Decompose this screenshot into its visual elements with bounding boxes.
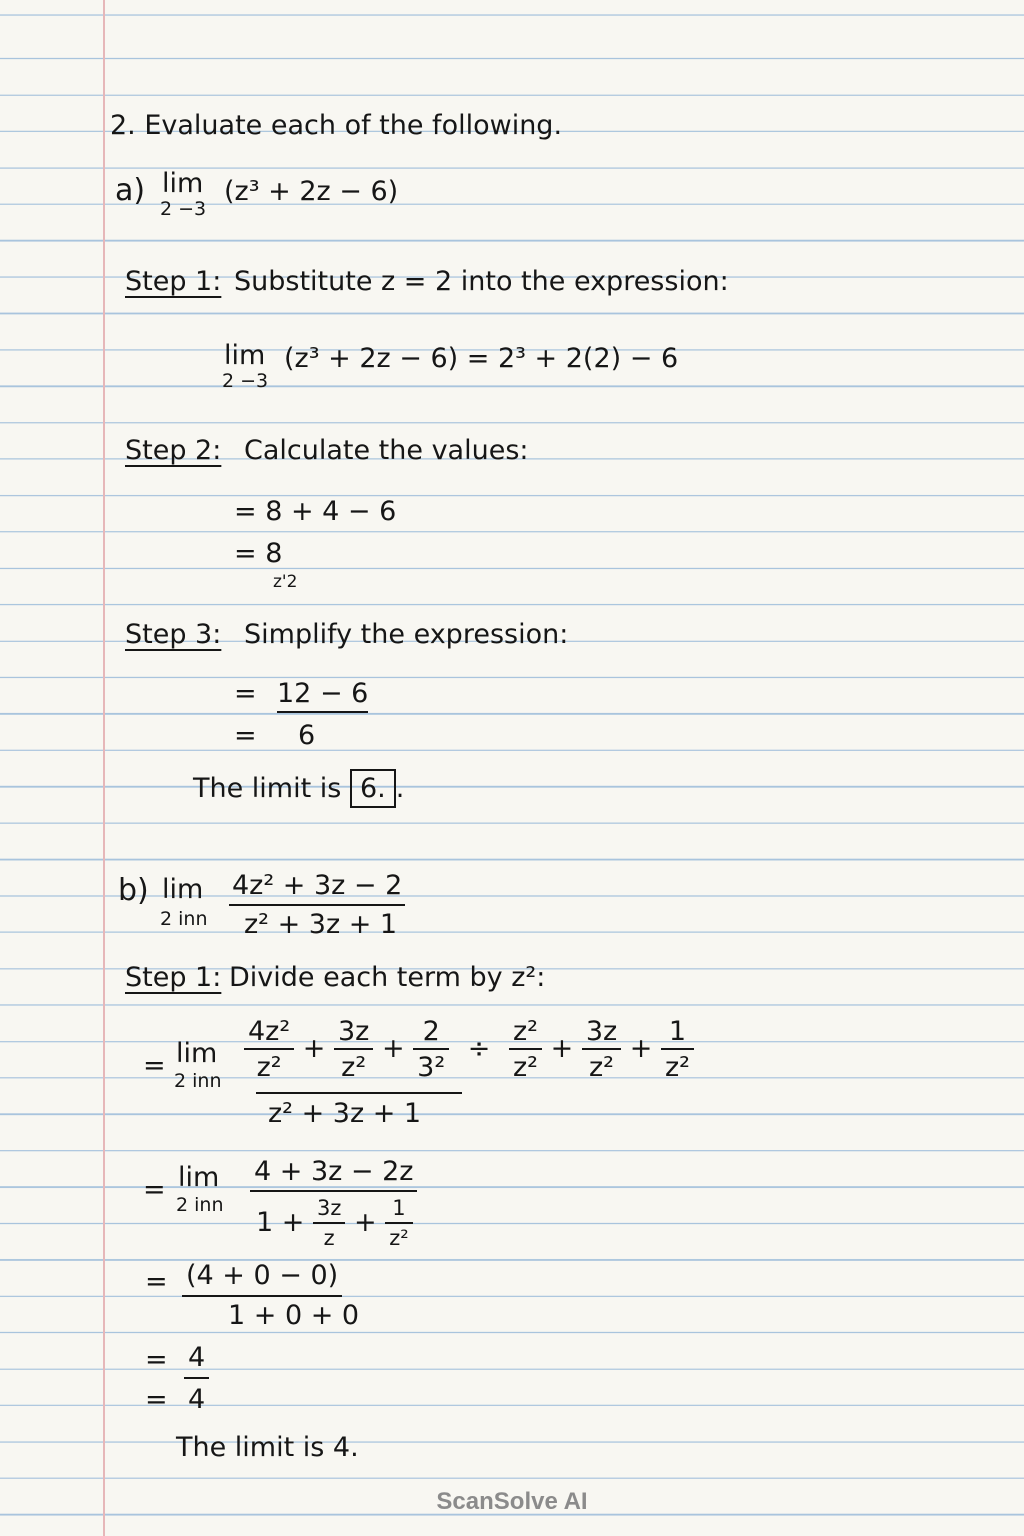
simp-den-3z-over-z — [313, 1198, 345, 1249]
term6-num: 1 — [661, 1018, 694, 1050]
part-b-eval-numerator: (4 + 0 − 0) — [182, 1262, 342, 1297]
part-b-numerator: 4z² + 3z − 2 — [229, 872, 405, 906]
part-a-result-suffix: . — [395, 773, 405, 804]
term5-den: z² — [588, 1052, 614, 1083]
simp-den-3z: 3z — [313, 1198, 345, 1224]
part-a-lim-sub: 2 −3 — [160, 198, 207, 220]
part-b-simp-denominator — [256, 1198, 413, 1249]
part-a-expression: (z³ + 2z − 6) — [224, 176, 399, 207]
part-b-quot-eq2: = — [145, 1384, 168, 1415]
term3-den: 3² — [417, 1052, 446, 1083]
part-a-step3-eq1: = — [234, 678, 257, 709]
part-a-step2-line2: = 8 — [234, 538, 283, 569]
simp-den-1-over-z2 — [385, 1198, 412, 1249]
plus-sign: + — [381, 1033, 405, 1064]
part-a-step1-lim-sub: 2 −3 — [222, 370, 269, 392]
part-a-step3-text: Simplify the expression: — [244, 619, 569, 650]
term1-num: 4z² — [244, 1018, 294, 1050]
part-a-step2-text: Calculate the values: — [244, 435, 529, 466]
part-b-quot-denominator: 4 — [188, 1384, 206, 1415]
part-a-step1-lim: lim — [224, 340, 266, 371]
part-a-label: a) — [115, 173, 146, 208]
divide-sign: ÷ — [467, 1033, 491, 1064]
plus-sign: + — [629, 1033, 653, 1064]
part-a-result-prefix: The limit is — [193, 773, 342, 804]
part-a-step3-fraction-numerator: 12 − 6 — [277, 680, 368, 713]
term2-den: z² — [341, 1052, 367, 1083]
term2-num: 3z — [334, 1018, 373, 1050]
plus-sign: + — [550, 1033, 574, 1064]
margin-line — [103, 0, 105, 1536]
part-b-quot-numerator: 4 — [184, 1344, 209, 1379]
term3-num: 2 — [413, 1018, 449, 1050]
term1-den: z² — [256, 1052, 282, 1083]
plus-sign: + — [302, 1033, 326, 1064]
part-b-simp-numerator: 4 + 3z − 2z — [250, 1158, 417, 1192]
part-b-simp-lim-sub: 2 inn — [176, 1194, 224, 1216]
part-a-step2-line1: = 8 + 4 − 6 — [234, 496, 397, 527]
part-b-div-eq: = — [143, 1050, 166, 1081]
part-a-step3-label: Step 3: — [125, 619, 222, 650]
part-a-step3-fraction-denominator: 6 — [298, 720, 316, 751]
term5-num: 3z — [582, 1018, 621, 1050]
term6-den: z² — [664, 1052, 690, 1083]
term2-fraction — [334, 1018, 373, 1081]
part-b-result: The limit is 4. — [176, 1432, 359, 1463]
simp-den-z2: z² — [389, 1226, 409, 1250]
term4-fraction — [509, 1018, 542, 1081]
part-b-eval-eq: = — [145, 1266, 168, 1297]
term5-fraction — [582, 1018, 621, 1081]
part-a-step2-note: z'2 — [273, 572, 298, 592]
simp-den-z: z — [323, 1226, 335, 1250]
plus-sign: + — [353, 1207, 377, 1238]
part-b-label: b) — [118, 873, 149, 908]
part-a-lim: lim — [162, 168, 204, 199]
part-b-eval-denominator: 1 + 0 + 0 — [228, 1300, 360, 1331]
part-b-simp-eq: = — [143, 1174, 166, 1205]
part-b-denominator: z² + 3z + 1 — [244, 909, 398, 940]
term1-fraction — [244, 1018, 294, 1081]
term4-num: z² — [509, 1018, 542, 1050]
part-b-div-lim: lim — [176, 1038, 218, 1069]
part-a-step2-label: Step 2: — [125, 435, 222, 466]
simp-den-one: 1 + — [256, 1207, 305, 1238]
problem-heading: 2. Evaluate each of the following. — [110, 110, 563, 141]
part-b-step1-text: Divide each term by z²: — [229, 962, 546, 993]
part-a-result-boxed-value: 6. — [350, 769, 396, 808]
part-a-step1-text: Substitute z = 2 into the expression: — [234, 266, 729, 297]
main-fraction-bar — [256, 1092, 462, 1094]
part-a-step1-label: Step 1: — [125, 266, 222, 297]
part-b-step1-label: Step 1: — [125, 962, 222, 993]
part-a-step1-equation: (z³ + 2z − 6) = 2³ + 2(2) − 6 — [284, 343, 679, 374]
part-b-div-top-row — [244, 1018, 694, 1081]
part-b-quot-eq1: = — [145, 1344, 168, 1375]
part-b-lim-sub: 2 inn — [160, 908, 208, 930]
part-b-lim: lim — [162, 874, 204, 905]
part-b-div-denominator: z² + 3z + 1 — [268, 1098, 422, 1129]
footer-brand: ScanSolve AI — [436, 1488, 588, 1515]
simp-den-1: 1 — [385, 1198, 412, 1224]
term6-fraction — [661, 1018, 694, 1081]
term4-den: z² — [513, 1052, 538, 1083]
part-a-result — [193, 775, 404, 802]
part-b-div-lim-sub: 2 inn — [174, 1070, 222, 1092]
part-b-simp-lim: lim — [178, 1162, 220, 1193]
term3-fraction — [413, 1018, 449, 1081]
part-a-step3-eq2: = — [234, 720, 257, 751]
